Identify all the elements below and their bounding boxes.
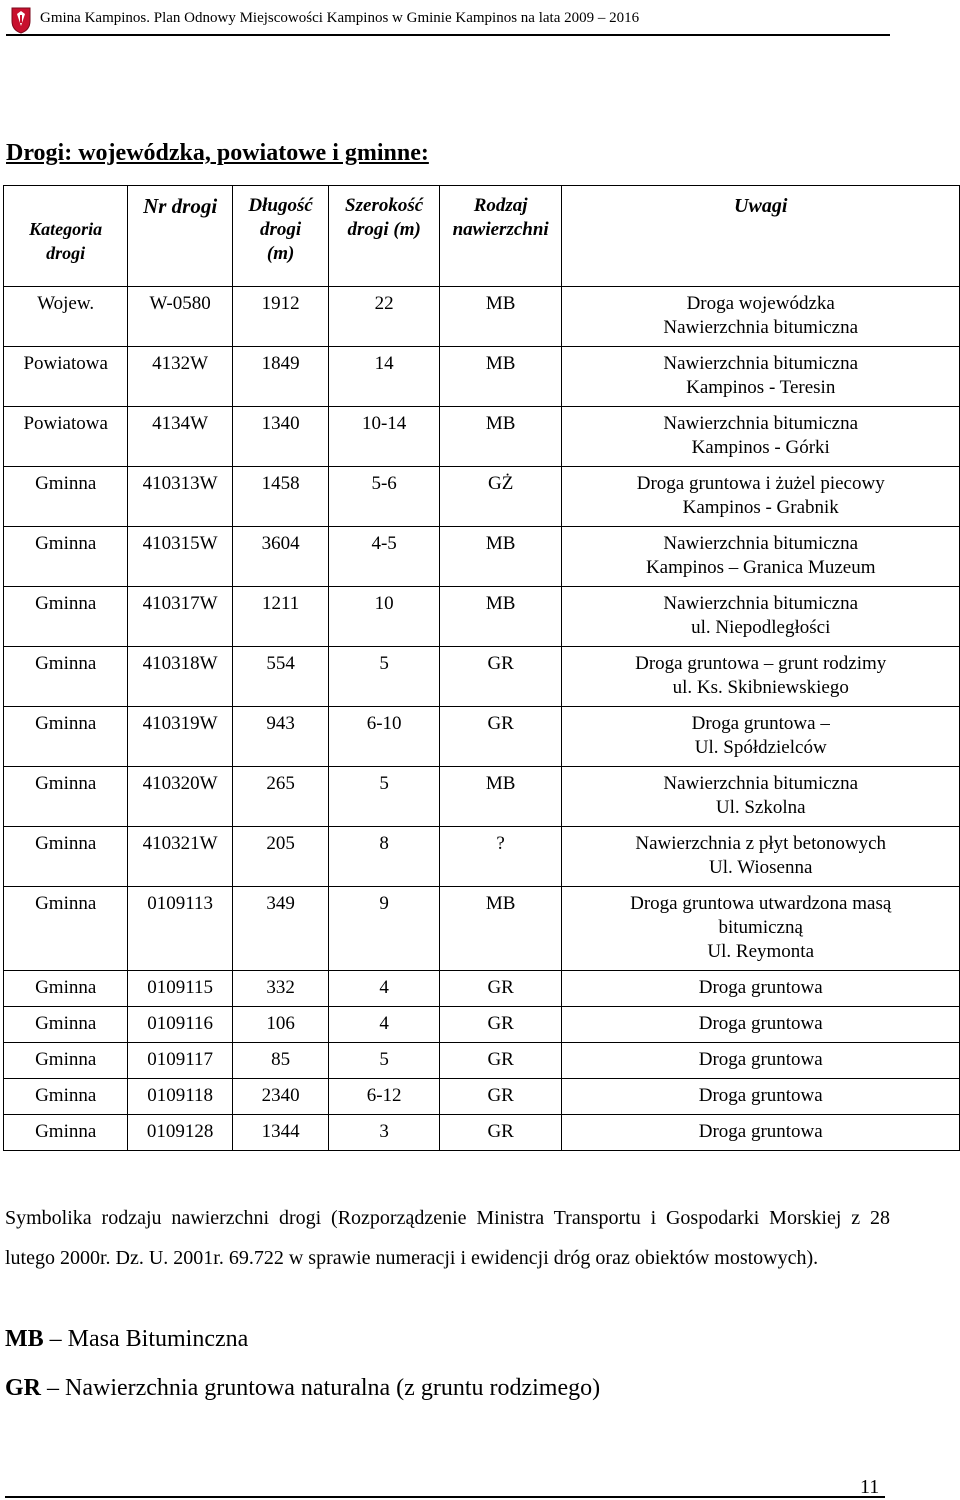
cell-kategoria: Gminna bbox=[4, 587, 128, 647]
cell-dlugosc: 1849 bbox=[232, 347, 328, 407]
uwagi-line: Nawierzchnia z płyt betonowych bbox=[635, 833, 887, 854]
cell-rodzaj: GR bbox=[439, 647, 562, 707]
table-row bbox=[4, 407, 960, 467]
uwagi-line: Nawierzchnia bitumiczna bbox=[663, 533, 859, 554]
cell-kategoria: Gminna bbox=[4, 971, 128, 1007]
table-row bbox=[4, 971, 960, 1007]
cell-szerokosc: 6-12 bbox=[329, 1079, 439, 1115]
uwagi-line: Kampinos - Górki bbox=[691, 437, 830, 458]
table-row bbox=[4, 1007, 960, 1043]
table-row bbox=[4, 827, 960, 887]
cell-szerokosc: 6-10 bbox=[329, 707, 439, 767]
cell-rodzaj: GR bbox=[439, 971, 562, 1007]
cell-nr: 410313W bbox=[128, 467, 233, 527]
uwagi-line: Kampinos - Teresin bbox=[686, 377, 836, 398]
cell-szerokosc: 14 bbox=[329, 347, 439, 407]
uwagi-line: Droga gruntowa bbox=[698, 1049, 823, 1070]
uwagi-line: Droga gruntowa utwardzona masą bbox=[630, 893, 892, 914]
cell-rodzaj: MB bbox=[439, 287, 562, 347]
cell-kategoria: Powiatowa bbox=[4, 407, 128, 467]
uwagi-line: Nawierzchnia bitumiczna bbox=[663, 413, 859, 434]
cell-rodzaj: ? bbox=[439, 827, 562, 887]
table-row bbox=[4, 707, 960, 767]
cell-kategoria: Gminna bbox=[4, 1043, 128, 1079]
cell-uwagi bbox=[562, 287, 960, 347]
table-row bbox=[4, 887, 960, 971]
cell-rodzaj: GR bbox=[439, 1079, 562, 1115]
cell-nr: 410321W bbox=[128, 827, 233, 887]
cell-uwagi bbox=[562, 1007, 960, 1043]
cell-szerokosc: 3 bbox=[329, 1115, 439, 1151]
table-row bbox=[4, 587, 960, 647]
uwagi-line: Nawierzchnia bitumiczna bbox=[663, 317, 859, 338]
table-row bbox=[4, 467, 960, 527]
header-dlugosc-line3: (m) bbox=[266, 243, 295, 264]
header-rodzaj-line1: Rodzaj bbox=[473, 195, 528, 216]
legend-mb-text: – Masa Bituminczna bbox=[43, 1326, 249, 1352]
cell-uwagi bbox=[562, 587, 960, 647]
cell-dlugosc: 1344 bbox=[232, 1115, 328, 1151]
uwagi-line: Ul. Szkolna bbox=[715, 797, 806, 818]
header-nr bbox=[128, 186, 233, 287]
cell-szerokosc: 4 bbox=[329, 1007, 439, 1043]
coat-of-arms-icon bbox=[10, 6, 32, 34]
cell-dlugosc: 265 bbox=[232, 767, 328, 827]
cell-szerokosc: 5 bbox=[329, 1043, 439, 1079]
table-row bbox=[4, 527, 960, 587]
cell-szerokosc: 5 bbox=[329, 647, 439, 707]
cell-nr: 410315W bbox=[128, 527, 233, 587]
roads-table bbox=[3, 185, 960, 1151]
legend-gr-code: GR bbox=[5, 1375, 41, 1401]
uwagi-line: bitumiczną bbox=[718, 917, 803, 938]
header-dlugosc bbox=[232, 186, 328, 287]
header-nr-label: Nr drogi bbox=[143, 194, 218, 218]
cell-szerokosc: 9 bbox=[329, 887, 439, 971]
table-header-row bbox=[4, 186, 960, 287]
section-title: Drogi: wojewódzka, powiatowe i gminne: bbox=[6, 140, 429, 166]
table-row bbox=[4, 647, 960, 707]
uwagi-line: Droga gruntowa – grunt rodzimy bbox=[635, 653, 887, 674]
cell-rodzaj: GR bbox=[439, 707, 562, 767]
cell-dlugosc: 205 bbox=[232, 827, 328, 887]
legend-mb-code: MB bbox=[5, 1326, 44, 1352]
cell-kategoria: Gminna bbox=[4, 887, 128, 971]
cell-nr: 410320W bbox=[128, 767, 233, 827]
header-szerokosc-line1: Szerokość bbox=[345, 195, 424, 216]
cell-kategoria: Gminna bbox=[4, 1007, 128, 1043]
roads-table-body bbox=[4, 287, 960, 1151]
cell-kategoria: Gminna bbox=[4, 647, 128, 707]
cell-uwagi bbox=[562, 467, 960, 527]
cell-kategoria: Gminna bbox=[4, 527, 128, 587]
cell-szerokosc: 8 bbox=[329, 827, 439, 887]
cell-rodzaj: GR bbox=[439, 1007, 562, 1043]
cell-kategoria: Gminna bbox=[4, 767, 128, 827]
uwagi-line: Kampinos - Grabnik bbox=[682, 497, 839, 518]
cell-nr: 4134W bbox=[128, 407, 233, 467]
cell-kategoria: Wojew. bbox=[4, 287, 128, 347]
uwagi-line: Droga gruntowa bbox=[698, 1013, 823, 1034]
cell-dlugosc: 1458 bbox=[232, 467, 328, 527]
cell-dlugosc: 85 bbox=[232, 1043, 328, 1079]
header-szerokosc bbox=[329, 186, 439, 287]
cell-kategoria: Gminna bbox=[4, 707, 128, 767]
cell-szerokosc: 5-6 bbox=[329, 467, 439, 527]
cell-dlugosc: 332 bbox=[232, 971, 328, 1007]
cell-dlugosc: 2340 bbox=[232, 1079, 328, 1115]
table-row bbox=[4, 1043, 960, 1079]
uwagi-line: Ul. Spółdzielców bbox=[694, 737, 827, 758]
uwagi-line: Droga wojewódzka bbox=[686, 293, 835, 314]
header-szerokosc-line2: drogi (m) bbox=[347, 219, 421, 240]
cell-rodzaj: GŻ bbox=[439, 467, 562, 527]
cell-kategoria: Gminna bbox=[4, 467, 128, 527]
cell-uwagi bbox=[562, 407, 960, 467]
cell-nr: 0109115 bbox=[128, 971, 233, 1007]
header-rodzaj bbox=[439, 186, 562, 287]
uwagi-line: ul. Ks. Skibniewskiego bbox=[672, 677, 849, 698]
uwagi-line: Droga gruntowa bbox=[698, 977, 823, 998]
cell-uwagi bbox=[562, 887, 960, 971]
cell-nr: 0109116 bbox=[128, 1007, 233, 1043]
cell-uwagi bbox=[562, 827, 960, 887]
legend-gr-text: – Nawierzchnia gruntowa naturalna (z gruntu rodzimego) bbox=[41, 1375, 601, 1401]
cell-uwagi bbox=[562, 971, 960, 1007]
header-kategoria bbox=[4, 186, 128, 287]
cell-kategoria: Powiatowa bbox=[4, 347, 128, 407]
cell-uwagi bbox=[562, 1079, 960, 1115]
cell-kategoria: Gminna bbox=[4, 1079, 128, 1115]
uwagi-line: Droga gruntowa bbox=[698, 1121, 823, 1142]
header-title: Gmina Kampinos. Plan Odnowy Miejscowości Kampinos w Gminie Kampinos na lata 2009 – 2016 bbox=[40, 10, 640, 26]
uwagi-line: Ul. Wiosenna bbox=[709, 857, 813, 878]
header-rodzaj-line2: nawierzchni bbox=[452, 219, 549, 240]
cell-rodzaj: GR bbox=[439, 1115, 562, 1151]
cell-uwagi bbox=[562, 1043, 960, 1079]
cell-szerokosc: 10-14 bbox=[329, 407, 439, 467]
uwagi-line: Droga gruntowa – bbox=[691, 713, 830, 734]
cell-nr: 410318W bbox=[128, 647, 233, 707]
cell-dlugosc: 349 bbox=[232, 887, 328, 971]
cell-uwagi bbox=[562, 1115, 960, 1151]
cell-nr: 410317W bbox=[128, 587, 233, 647]
cell-uwagi bbox=[562, 527, 960, 587]
table-row bbox=[4, 767, 960, 827]
cell-nr: 0109128 bbox=[128, 1115, 233, 1151]
header-dlugosc-line2: drogi bbox=[260, 219, 302, 240]
cell-kategoria: Gminna bbox=[4, 827, 128, 887]
header-uwagi bbox=[562, 186, 960, 287]
legend-gr bbox=[5, 1375, 600, 1402]
cell-szerokosc: 4-5 bbox=[329, 527, 439, 587]
uwagi-line: Nawierzchnia bitumiczna bbox=[663, 773, 859, 794]
cell-nr: 4132W bbox=[128, 347, 233, 407]
header-kategoria-line2: drogi bbox=[46, 243, 86, 263]
cell-dlugosc: 3604 bbox=[232, 527, 328, 587]
cell-dlugosc: 1912 bbox=[232, 287, 328, 347]
cell-nr: 410319W bbox=[128, 707, 233, 767]
cell-rodzaj: MB bbox=[439, 347, 562, 407]
cell-uwagi bbox=[562, 347, 960, 407]
table-row bbox=[4, 1115, 960, 1151]
uwagi-line: Ul. Reymonta bbox=[707, 941, 815, 962]
cell-dlugosc: 554 bbox=[232, 647, 328, 707]
legend-mb bbox=[5, 1326, 248, 1353]
cell-szerokosc: 22 bbox=[329, 287, 439, 347]
cell-dlugosc: 106 bbox=[232, 1007, 328, 1043]
table-row bbox=[4, 347, 960, 407]
cell-szerokosc: 10 bbox=[329, 587, 439, 647]
page-number: 11 bbox=[860, 1476, 880, 1498]
uwagi-line: Droga gruntowa i żużel piecowy bbox=[636, 473, 885, 494]
header-kategoria-line1: Kategoria bbox=[29, 219, 103, 239]
cell-uwagi bbox=[562, 767, 960, 827]
table-row bbox=[4, 1079, 960, 1115]
uwagi-line: Nawierzchnia bitumiczna bbox=[663, 593, 859, 614]
cell-szerokosc: 4 bbox=[329, 971, 439, 1007]
cell-rodzaj: MB bbox=[439, 887, 562, 971]
cell-rodzaj: MB bbox=[439, 527, 562, 587]
cell-nr: 0109117 bbox=[128, 1043, 233, 1079]
uwagi-line: Kampinos – Granica Muzeum bbox=[645, 557, 876, 578]
uwagi-line: Droga gruntowa bbox=[698, 1085, 823, 1106]
uwagi-line: Nawierzchnia bitumiczna bbox=[663, 353, 859, 374]
cell-nr: 0109118 bbox=[128, 1079, 233, 1115]
cell-rodzaj: GR bbox=[439, 1043, 562, 1079]
legend-intro: Symbolika rodzaju nawierzchni drogi (Rozporządzenie Ministra Transportu i Gospodarki Morskiej z 28 lutego 2000r. Dz. U. 2001r. 69.722 w sprawie numeracji i ewidencji dróg oraz obiektów mostowych). bbox=[5, 1207, 890, 1269]
table-row bbox=[4, 287, 960, 347]
cell-dlugosc: 943 bbox=[232, 707, 328, 767]
header-uwagi-label: Uwagi bbox=[734, 195, 788, 217]
cell-rodzaj: MB bbox=[439, 767, 562, 827]
footer-divider bbox=[5, 1496, 885, 1498]
cell-nr: W-0580 bbox=[128, 287, 233, 347]
cell-rodzaj: MB bbox=[439, 587, 562, 647]
cell-uwagi bbox=[562, 707, 960, 767]
cell-dlugosc: 1340 bbox=[232, 407, 328, 467]
page-header bbox=[6, 4, 890, 36]
cell-kategoria: Gminna bbox=[4, 1115, 128, 1151]
cell-uwagi bbox=[562, 647, 960, 707]
cell-dlugosc: 1211 bbox=[232, 587, 328, 647]
cell-szerokosc: 5 bbox=[329, 767, 439, 827]
header-dlugosc-line1: Długość bbox=[248, 195, 313, 216]
uwagi-line: ul. Niepodległości bbox=[691, 617, 831, 638]
cell-nr: 0109113 bbox=[128, 887, 233, 971]
cell-rodzaj: MB bbox=[439, 407, 562, 467]
